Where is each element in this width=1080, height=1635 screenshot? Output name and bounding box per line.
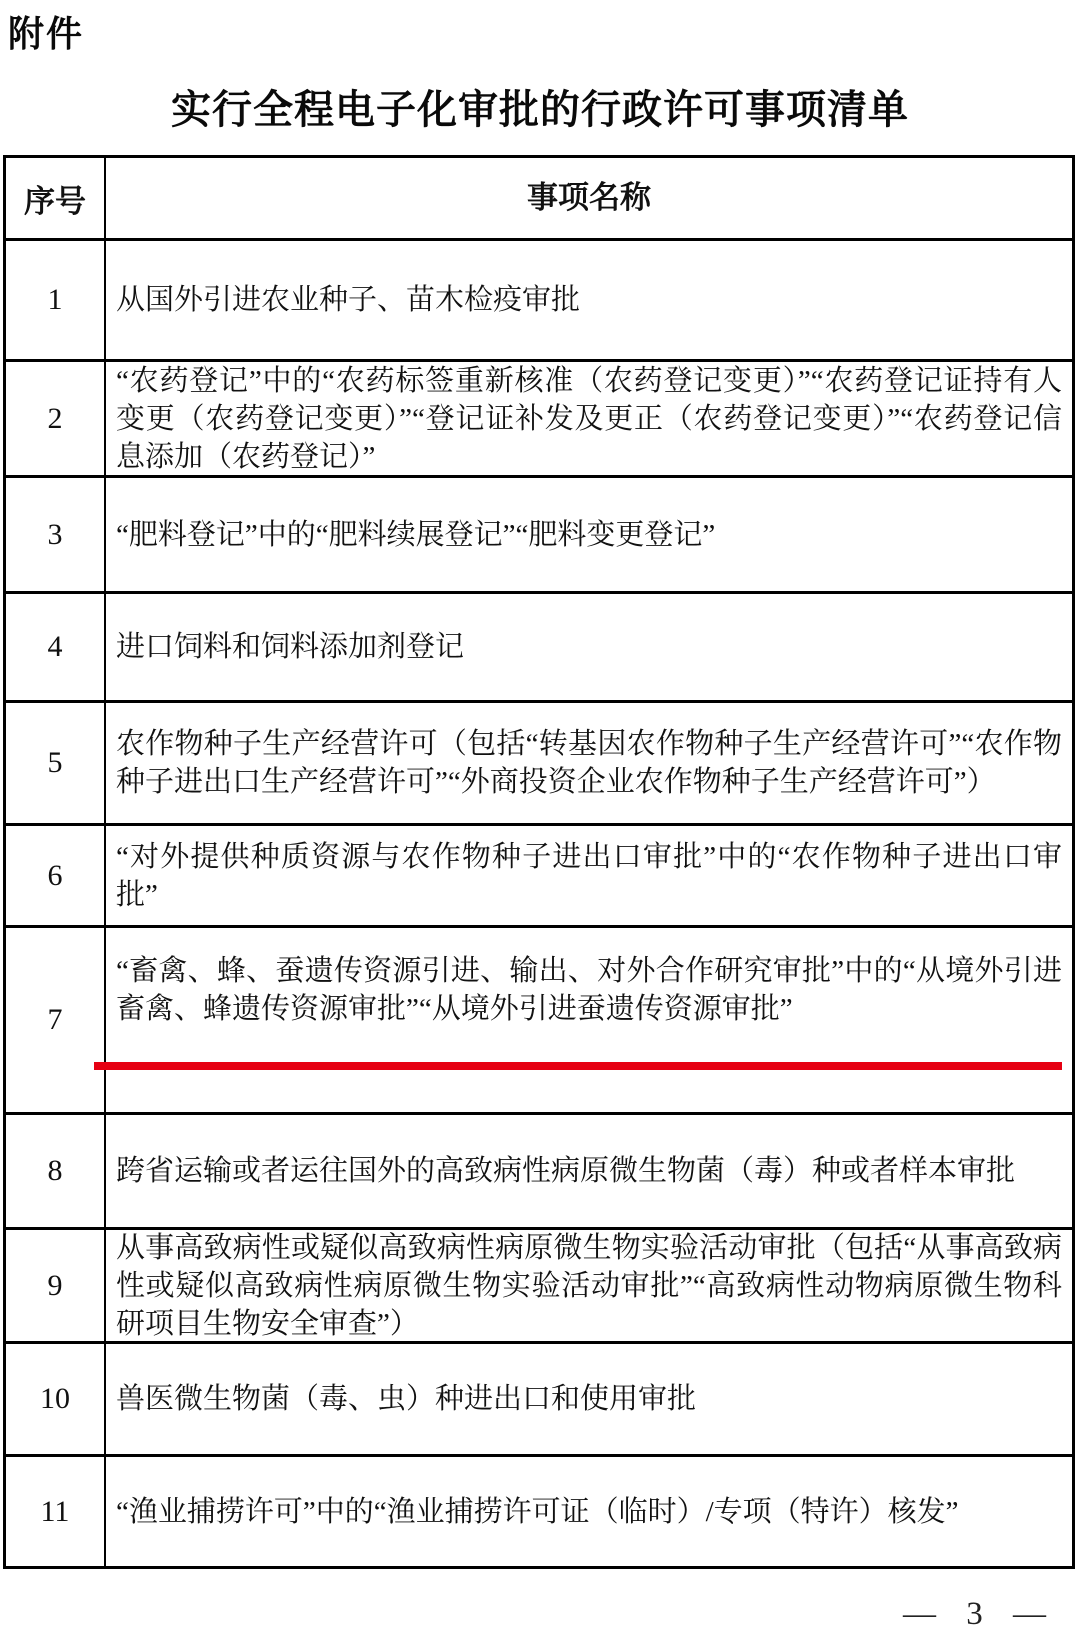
table-row-highlighted [6, 925, 1072, 1112]
row-index: 2 [6, 362, 106, 475]
row-index: 10 [6, 1344, 106, 1454]
row-item-text: 兽医微生物菌（毒、虫）种进出口和使用审批 [116, 1383, 697, 1415]
row-item-text: 从事高致病性或疑似高致病性病原微生物实验活动审批（包括“从事高致病性或疑似高致病性病原微生物实验活动审批”“高致病性动物病原微生物科研项目生物安全审查”） [116, 1231, 1062, 1340]
row-item-name [106, 826, 1072, 925]
row-index: 7 [6, 928, 106, 1112]
row-item-text: “畜禽、蜂、蚕遗传资源引进、输出、对外合作研究审批”中的“从境外引进畜禽、蜂遗传资源审批”“从境外引进蚕遗传资源审批” [116, 955, 1062, 1025]
table-header-row [6, 158, 1072, 238]
row-item-name [106, 478, 1072, 591]
row-index: 8 [6, 1115, 106, 1227]
row-index: 11 [6, 1457, 106, 1566]
row-item-text: “农药登记”中的“农药标签重新核准（农药登记变更）”“农药登记证持有人变更（农药登记变更）”“登记证补发及更正（农药登记变更）”“农药登记信息添加（农药登记）” [116, 364, 1062, 473]
row-item-text: “渔业捕捞许可”中的“渔业捕捞许可证（临时）/专项（特许）核发” [116, 1495, 959, 1528]
table-row [6, 591, 1072, 700]
row-item-text: 进口饲料和饲料添加剂登记 [116, 631, 465, 663]
row-item-name [106, 703, 1072, 823]
row-item-name [106, 1457, 1072, 1566]
row-item-text: 从国外引进农业种子、苗木检疫审批 [116, 284, 581, 316]
row-item-name [106, 241, 1072, 359]
row-item-name [106, 928, 1072, 1112]
row-index: 5 [6, 703, 106, 823]
row-item-name [106, 1115, 1072, 1227]
row-item-name [106, 362, 1072, 475]
page-number: — 3 — [903, 1596, 1046, 1632]
row-item-text: 农作物种子生产经营许可（包括“转基因农作物种子生产经营许可”“农作物种子进出口生产经营许可”“外商投资企业农作物种子生产经营许可”） [116, 728, 1062, 798]
row-item-text: “对外提供种质资源与农作物种子进出口审批”中的“农作物种子进出口审批” [116, 840, 1062, 911]
table-row [6, 1227, 1072, 1341]
table-row [6, 1341, 1072, 1454]
row-item-text: 跨省运输或者运往国外的高致病性病原微生物菌（毒）种或者样本审批 [116, 1155, 1016, 1187]
row-item-name [106, 594, 1072, 700]
table-row [6, 1112, 1072, 1227]
header-item-name: 事项名称 [527, 180, 651, 215]
row-index: 4 [6, 594, 106, 700]
row-index: 3 [6, 478, 106, 591]
table-row [6, 359, 1072, 475]
row-item-name [106, 1344, 1072, 1454]
row-index: 1 [6, 241, 106, 359]
row-item-text: “肥料登记”中的“肥料续展登记”“肥料变更登记” [116, 518, 716, 551]
page-title: 实行全程电子化审批的行政许可事项清单 [171, 87, 909, 132]
row-item-name [106, 1230, 1072, 1341]
attachment-label: 附件 [8, 13, 85, 54]
red-underline-annotation [94, 1062, 1062, 1070]
row-index: 6 [6, 826, 106, 925]
table-row [6, 475, 1072, 591]
table-row [6, 1454, 1072, 1566]
table-row [6, 700, 1072, 823]
header-index: 序号 [6, 158, 106, 238]
row-index: 9 [6, 1230, 106, 1341]
table-row [6, 823, 1072, 925]
table-row [6, 238, 1072, 359]
approval-items-table [3, 155, 1075, 1569]
